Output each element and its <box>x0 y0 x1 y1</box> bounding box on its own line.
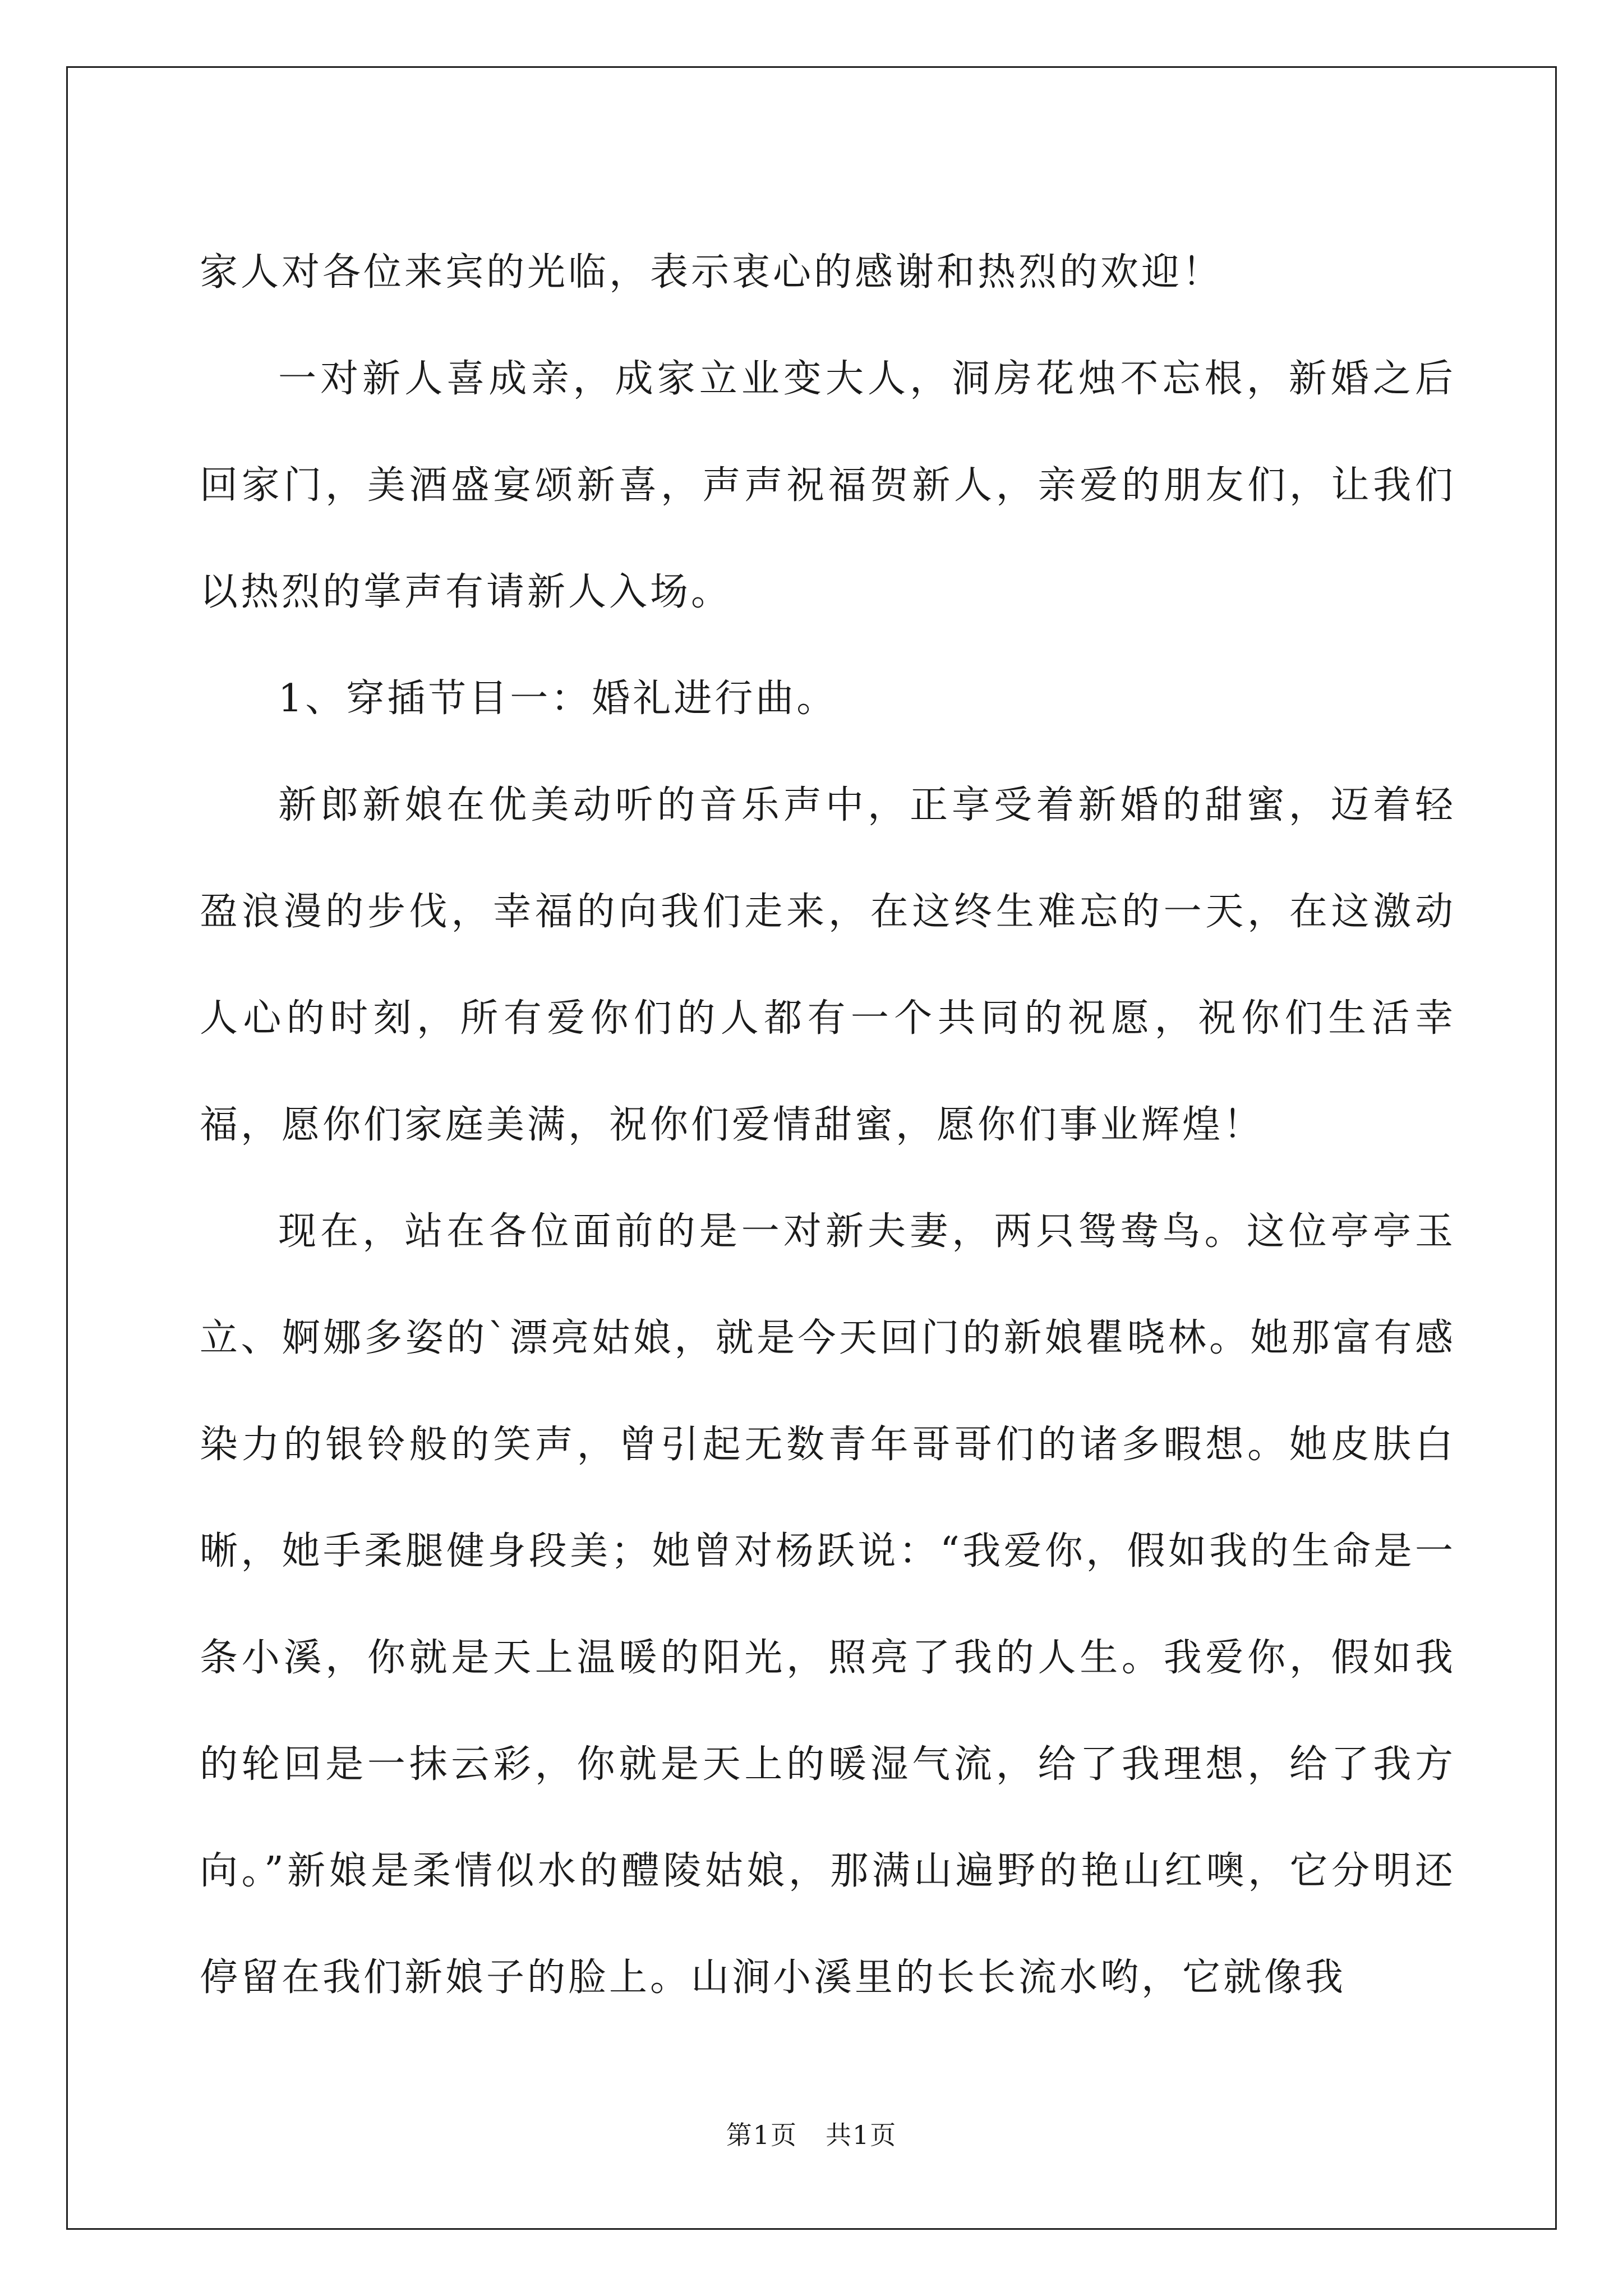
paragraph: 一对新人喜成亲，成家立业变大人，洞房花烛不忘根，新婚之后回家门，美酒盛宴颂新喜，声声祝福贺新人，亲爱的朋友们，让我们以热烈的掌声有请新人入场。 <box>200 357 1456 614</box>
paragraph: 家人对各位来宾的光临，表示衷心的感谢和热烈的欢迎！ <box>200 250 1224 295</box>
page-number: 第1页 <box>726 2120 797 2150</box>
paragraph: 现在，站在各位面前的是一对新夫妻，两只鸳鸯鸟。这位亭亭玉立、婀娜多姿的`漂亮姑娘，就是今天回门的新娘瞿晓林。她那富有感染力的银铃般的笑声，曾引起无数青年哥哥们的诸多暇想。她皮肤白晰，她手柔腿健身段美；她曾对杨跃说：“我爱你，假如我的生命是一条小溪，你就是天上温暖的阳光，照亮了我的人生。我爱你，假如我的轮回是一抹云彩，你就是天上的暖湿气流，给了我理想，给了我方向。”新娘是柔情似水的醴陵姑娘，那满山遍野的艳山红噢，它分明还停留在我们新娘子的脸上。山涧小溪里的长长流水哟，它就像我 <box>200 1209 1456 2000</box>
paragraph: 1、穿插节目一：婚礼进行曲。 <box>278 677 838 721</box>
page-footer <box>0 2118 1623 2152</box>
document-body <box>200 219 1456 2031</box>
paragraph: 新郎新娘在优美动听的音乐声中，正享受着新婚的甜蜜，迈着轻盈浪漫的步伐，幸福的向我们走来，在这终生难忘的一天，在这激动人心的时刻，所有爱你们的人都有一个共同的祝愿，祝你们生活幸福，愿你们家庭美满，祝你们爱情甜蜜，愿你们事业辉煌！ <box>200 783 1456 1147</box>
page-total: 共1页 <box>826 2120 897 2150</box>
